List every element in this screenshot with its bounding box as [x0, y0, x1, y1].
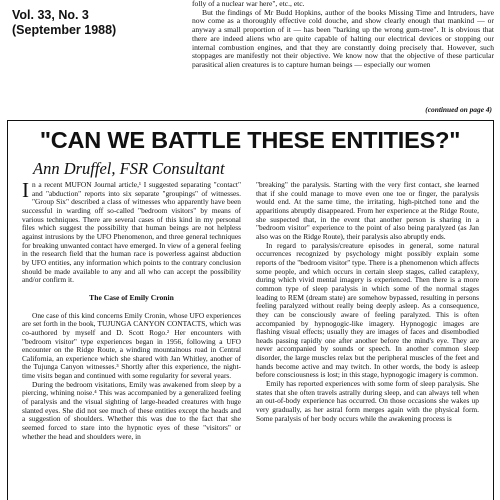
article-column-left — [22, 178, 241, 441]
body-paragraph: During the bedroom visitations, Emily was awakened from sleep by a piercing, whining noise.⁴ This was accompanied by a generalized feeling of paralysis and the visual sighting of large-headed creatures with huge slanted eyes. She did not see much of these entities except the heads and a suggestion of shoulders. Whether this was due to the fact that she seemed forced to stare into the hypnotic eyes of these "visitors" or whether the head and shoulders were, in — [22, 379, 241, 441]
article-byline: Ann Druffel, FSR Consultant — [33, 159, 225, 178]
drop-cap: I — [22, 178, 29, 202]
issue-info — [12, 8, 116, 38]
previous-article-paragraph: But the findings of Mr Budd Hopkins, author of the books Missing Time and Intruders, have now come as a thoroughly effective cold douche, and show clearly enough that mankind — or anyway a small proportion of it — has been "barking up the wrong gum-tree". It is obvious that there are indeed aliens who are quite capable of halting our electrical devices or stopping our internal combustion engines, and that they are constantly doing precisely that. However, such stoppages are manifestly not their objective. We know now that the objective of these particular parasitical alien creatures is to capture human beings — especially our women — [192, 7, 494, 69]
volume-number: Vol. 33, No. 3 — [12, 8, 89, 22]
intro-text: n a recent MUFON Journal article,¹ I suggested separating "contact" and "abduction" reports into six separate "groupings" of witnesses. "Group Six" described a class of witnesses who apparently have been successful in warding off so-called "bedroom visitors" by means of various techniques. There are several cases of this kind in my personal files which suggest the possibility that human beings are not helpless against intrusions by the UFO Phenomenon, and three general techniques for breaking unwanted contact have emerged. In view of a general feeling in the research field that the human race is powerless against abduction by UFO entities, any information which points to the contrary conclusion should be made available to any and all who can accept the possibility and/or confirm it. — [22, 180, 241, 285]
previous-article-line: folly of a nuclear war here", etc., etc. — [192, 0, 305, 8]
article-headline: "CAN WE BATTLE THESE ENTITIES?" — [39, 127, 461, 153]
body-paragraph: In regard to paralysis/creature episodes in general, some natural occurrences recognized by psychology might possibly explain some reports of the "bedroom visitor" type. There is a phenomenon which affects some people, and which occurs in certain sleep stages, called cataplexy, during which vivid mental imagery is experienced. Then there is a more common type of sleep paralysis in which some of the normal stages leading to REM (dream state) are somehow bypassed, resulting in persons feeling paralyzed without really being deeply asleep. As a consequence, they can be consciously aware of feeling paralyzed. This is often accompanied by hypnogogic-like imagery. Hypnogogic images are flashing visual effects; usually they are images of faces and disembodied heads passing rapidly one after another before the mind's eye. They are never accompanied by sounds or speech. In another common sleep disorder, the large muscles relax but the peripheral muscles of the feet and hands become active and may twitch. In other words, the body is asleep before consciousness is lost; in this stage, hypnogogic imagery is common. — [256, 240, 479, 380]
continued-note: (continued on page 4) — [425, 105, 492, 114]
body-paragraph: Emily has reported experiences with some form of sleep paralysis. She states that she often travels astrally during sleep, and can always tell when an out-of-body experience has occurred. On those occasions she wakes up very gradually, as her astral form merges again with the physical form. Some paralysis of her body occurs while the awakening process is — [256, 379, 479, 423]
section-heading: The Case of Emily Cronin — [89, 292, 174, 302]
article-column-right — [256, 181, 479, 423]
body-paragraph: "breaking" the paralysis. Starting with the very first contact, she learned that if she could manage to move even one toe or finger, the paralysis would end. At the same time, the irritating, high-pitched tone and the apparitions abruptly disappeared. From her experience at the Ridge Route, she suspected that, in the event that another person is sharing in a "bedroom visitor" experience to the point of also being paralyzed (as Jan also was on the Ridge Route), their paralysis also abruptly ends. — [256, 180, 479, 241]
body-paragraph: One case of this kind concerns Emily Cronin, whose UFO experiences are set forth in the book, TUJUNGA CANYON CONTACTS, which was co-authored by myself and D. Scott Rogo.² Her encounters with "bedroom visitor" type experiences began in 1956, following a UFO encounter on the Ridge Route, a winding mountainous road in Central California, an experience which she shared with Jan Whitley, another of the Tujunga Canyon witnesses.³ Shortly after this experience, the night-time visits began and continued with some regularity for several years. — [22, 310, 241, 381]
issue-date: (September 1988) — [12, 23, 117, 37]
previous-article-text — [192, 0, 494, 70]
intro-paragraph — [22, 178, 241, 285]
